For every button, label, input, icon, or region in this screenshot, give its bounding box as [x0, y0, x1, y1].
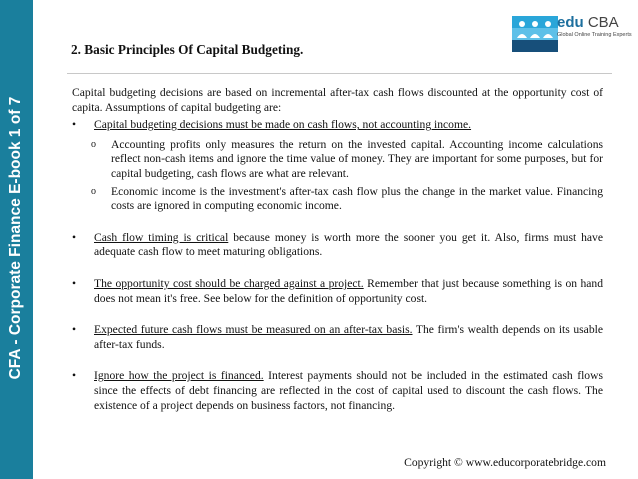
bullet-text: The firm's wealth depends on its usable after-tax funds. [94, 323, 603, 351]
sub-bullet-item [72, 138, 603, 182]
bullet-item [72, 277, 603, 306]
bullet-item [72, 323, 603, 352]
bullet-lead: Ignore how the project is financed. [94, 369, 264, 383]
bullet-mark: • [72, 118, 77, 132]
logo-name-b: CBA [587, 14, 619, 31]
main-content [72, 86, 603, 413]
logo-wordmark [557, 14, 632, 38]
title-divider [67, 73, 612, 74]
bullet-lead: Expected future cash flows must be measured on an after-tax basis. [94, 323, 413, 337]
sidebar-band [0, 0, 33, 479]
bullet-lead: Capital budgeting decisions must be made on cash flows, not accounting income. [94, 118, 472, 132]
bullet-lead: Cash flow timing is critical [94, 230, 229, 244]
bullet-item [72, 369, 603, 413]
sidebar-title: CFA - Corporate Finance E-book 1 of 7 [7, 96, 24, 380]
bullet-mark: • [72, 323, 77, 337]
sub-bullet-text: Economic income is the investment's after-tax cash flow plus the change in the market value. Financing costs are ignored in computing economic income. [111, 184, 603, 213]
sub-bullet-item [72, 185, 603, 214]
page-title: 2. Basic Principles Of Capital Budgeting. [71, 42, 304, 57]
logo-name-a: edu [557, 14, 584, 31]
bullet-lead: The opportunity cost should be charged against a project. [94, 276, 364, 290]
bullet-text: Remember that just because something is on hand does not mean it's free. See below for the definition of opportunity cost. [94, 276, 604, 305]
bullet-mark: • [72, 230, 77, 244]
copyright-footer: Copyright © www.educorporatebridge.com [404, 456, 606, 469]
bullet-mark: • [72, 276, 77, 290]
intro-paragraph: Capital budgeting decisions are based on incremental after-tax cash flows discounted at the opportunity cost of capita. Assumptions of capital budgeting are: [72, 86, 603, 114]
sub-bullet-mark: o [91, 138, 96, 150]
bullet-mark: • [72, 369, 77, 383]
bullet-text: because money is worth more the sooner you get it. Also, firms must have adequate cash flow to meet maturing obligations. [94, 230, 603, 259]
bullet-item [72, 231, 603, 260]
bullet-item [72, 118, 603, 133]
logo-tagline: Global Online Training Experts [557, 32, 632, 38]
sub-bullet-text: Accounting profits only measures the return on the invested capital. Accounting income calculations reflect non-cash items and ignore the time value of money. They are important for some purposes, but for capital budgeting, cash flows are what are relevant. [111, 137, 603, 180]
bullet-text: Interest payments should not be included in the estimated cash flows since the effects of debt financing are reflected in the cost of capital used to discount the cash flows. The existence of a project depends on business factors, not financing. [94, 369, 603, 412]
sub-bullet-mark: o [91, 185, 96, 197]
